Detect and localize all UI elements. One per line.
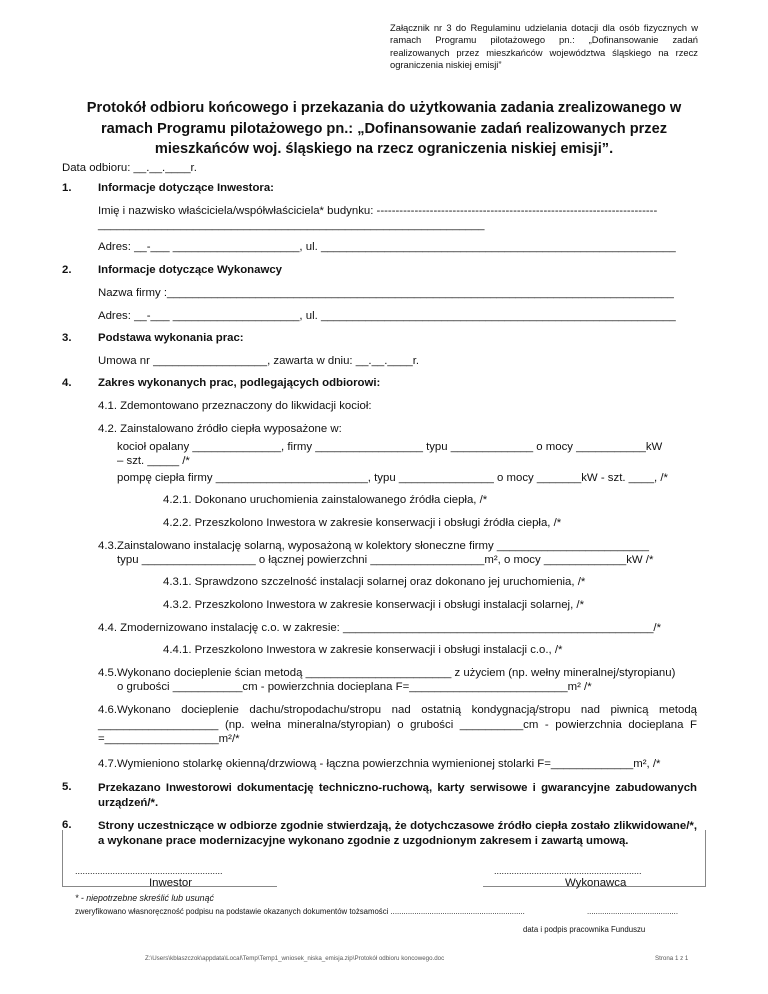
section-3-number: 3. — [62, 332, 72, 344]
item-4-5-details: o grubości ___________cm - powierzchnia docieplana F=_________________________m² /* — [117, 681, 592, 693]
owner-name-continuation: _____________________________________________________________ — [98, 219, 485, 231]
document-title: Protokół odbioru końcowego i przekazania do użytkowania zadania zrealizowanego w ramach Programu pilotażowego pn.: „Dofinansowanie zadań realizowanych przez mieszkańców woj. śląskiego na rzecz ograniczenia niskiej emisji”. — [86, 100, 682, 157]
signature-verification: zweryfikowano własnoręczność podpisu na podstawie okazanych dokumentów tożsamości .............................................................. — [75, 907, 525, 916]
item-4-1: 4.1. Zdemontowano przeznaczony do likwidacji kocioł: — [98, 400, 372, 412]
section-4-number: 4. — [62, 377, 72, 389]
fund-signature-label: data i podpis pracownika Funduszu — [523, 925, 646, 934]
item-4-2-boiler-qty: – szt. _____ /* — [117, 455, 190, 467]
section-2-heading: Informacje dotyczące Wykonawcy — [98, 264, 283, 276]
item-4-3: 4.3.Zainstalowano instalację solarną, wyposażoną w kolektory słoneczne firmy ________________________ — [98, 540, 649, 552]
item-4-2-1: 4.2.1. Dokonano uruchomienia zainstalowanego źródła ciepła, /* — [163, 494, 488, 506]
item-4-5: 4.5.Wykonano docieplenie ścian metodą _______________________ z użyciem (np. wełny mineralnej/styropianu) — [98, 667, 676, 679]
item-4-6: 4.6.Wykonano docieplenie dachu/stropodachu/stropu nad ostatnią kondygnacją/stropu nad piwnicą metodą ___________________ (np. wełna mineralna/styropian) o grubości __________cm - powierzchnia docieplana F =__________________m²/* — [98, 704, 697, 745]
item-4-4: 4.4. Zmodernizowano instalację c.o. w zakresie: _________________________________________________/* — [98, 622, 662, 634]
item-4-2-2: 4.2.2. Przeszkolono Inwestora w zakresie konserwacji i obsługi źródła ciepła, /* — [163, 517, 562, 529]
section-2-number: 2. — [62, 264, 72, 276]
contract-line: Umowa nr __________________, zawarta w dniu: __.__.____r. — [98, 355, 420, 367]
contractor-company: Nazwa firmy :________________________________________________________________________________ — [98, 287, 674, 299]
item-4-2-heat-pump: pompę ciepła firmy ________________________, typu _______________ o mocy _______kW - szt. ____, /* — [117, 472, 668, 484]
item-4-3-details: typu __________________ o łącznej powierzchni __________________m², o mocy _____________kW /* — [117, 554, 654, 566]
section-5-number: 5. — [62, 781, 72, 793]
investor-address: Adres: __-___ ____________________, ul. ________________________________________________________ — [98, 241, 676, 253]
file-path: Z:\Users\kblaszczok\appdata\Local\Temp\Temp1_wniosek_niska_emisja.zip\Protokół odbioru koncowego.doc — [145, 955, 445, 962]
fund-signature-dots: .......................................... — [587, 907, 678, 916]
section-1-number: 1. — [62, 182, 72, 194]
item-4-4-1: 4.4.1. Przeszkolono Inwestora w zakresie konserwacji i obsługi instalacji c.o., /* — [163, 644, 563, 656]
page-number: Strona 1 z 1 — [655, 955, 689, 962]
contractor-address: Adres: __-___ ____________________, ul. ________________________________________________________ — [98, 310, 676, 322]
section-6-text: Strony uczestniczące w odbiorze zgodnie stwierdzają, że dotychczasowe źródło ciepła zostało zlikwidowane/*, a wykonane prace modernizacyjne wykonano zgodnie z uzgodnionym zakresem i zawartą umową. — [98, 820, 697, 847]
section-5-text: Przekazano Inwestorowi dokumentację techniczno-ruchową, karty serwisowe i gwarancyjne zabudowanych urządzeń/*. — [98, 782, 697, 809]
item-4-2-boiler: kocioł opalany ______________, firmy _________________ typu _____________ o mocy ___________kW — [117, 441, 663, 453]
section-1-heading: Informacje dotyczące Inwestora: — [98, 182, 274, 194]
item-4-3-2: 4.3.2. Przeszkolono Inwestora w zakresie konserwacji i obsługi instalacji solarnej, /* — [163, 599, 585, 611]
contractor-label: Wykonawca — [565, 877, 627, 889]
section-4-heading: Zakres wykonanych prac, podlegających odbiorowi: — [98, 377, 381, 389]
attachment-note: Załącznik nr 3 do Regulaminu udzielania dotacji dla osób fizycznych w ramach Programu pilotażowego pn.: „Dofinansowanie zadań realizowanych przez mieszkańców województwa śląskiego na rzecz ograniczenia niskiej emisji” — [390, 22, 698, 71]
investor-signature-dots: ........................................................... — [75, 866, 223, 876]
section-3-heading: Podstawa wykonania prac: — [98, 332, 244, 344]
section-6-number: 6. — [62, 819, 72, 831]
receipt-date: Data odbioru: __.__.____r. — [62, 162, 197, 174]
investor-label: Inwestor — [149, 877, 193, 889]
item-4-2: 4.2. Zainstalowano źródło ciepła wyposażone w: — [98, 423, 342, 435]
item-4-7: 4.7.Wymieniono stolarkę okienną/drzwiową - łączna powierzchnia wymienionej stolarki F=_____________m², /* — [98, 758, 661, 770]
footnote: * - niepotrzebne skreślić lub usunąć — [75, 893, 214, 903]
item-4-3-1: 4.3.1. Sprawdzono szczelność instalacji solarnej oraz dokonano jej uruchomienia, /* — [163, 576, 586, 588]
contractor-signature-dots: ........................................................... — [494, 866, 642, 876]
owner-name-line: Imię i nazwisko właściciela/współwłaściciela* budynku: -------------------------------------------------------------------------- — [98, 205, 658, 217]
